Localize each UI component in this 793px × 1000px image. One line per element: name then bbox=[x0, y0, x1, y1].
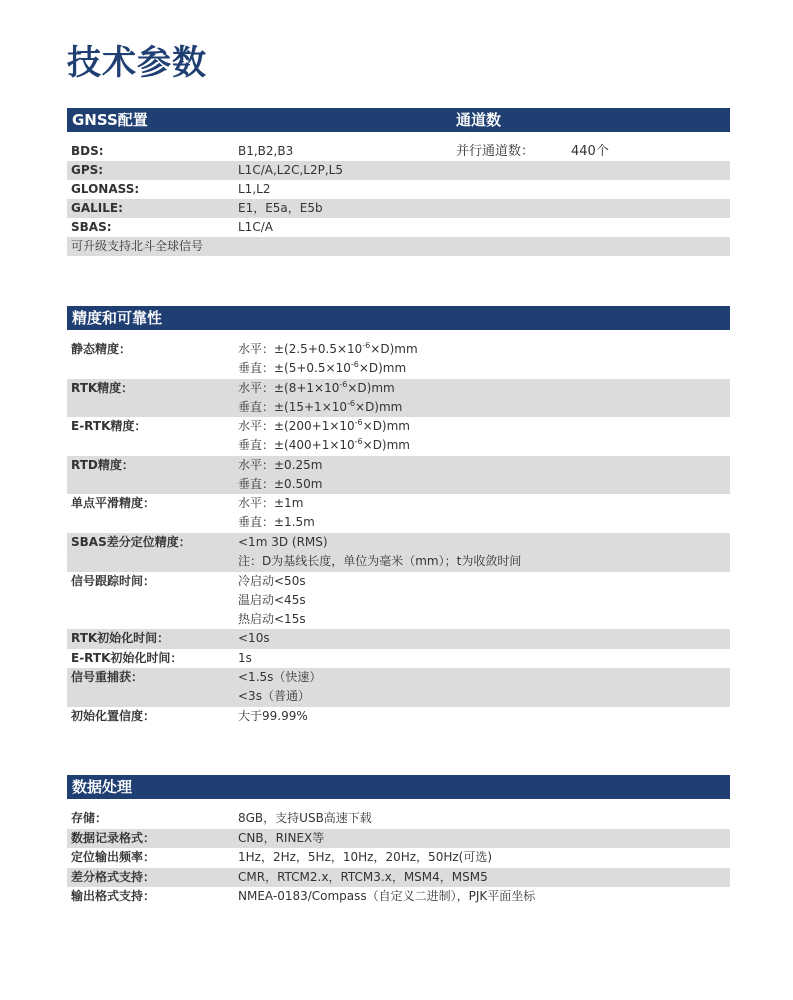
channels-label: 并行通道数： bbox=[456, 144, 535, 159]
exponent: -6 bbox=[354, 437, 363, 447]
accuracy-row-key: RTK精度： bbox=[71, 380, 134, 395]
accuracy-row-key: 静态精度： bbox=[71, 342, 132, 356]
accuracy-line bbox=[238, 629, 270, 648]
accuracy-header-title: 精度和可靠性 bbox=[72, 309, 163, 327]
accuracy-row-value bbox=[238, 649, 252, 668]
gnss-row-key: GLONASS: bbox=[71, 182, 140, 196]
gnss-row-value: L1C/A bbox=[238, 220, 273, 234]
accuracy-line-text: 水平：±(2.5+0.5×10 bbox=[238, 342, 363, 356]
data-processing-row-key: 输出格式支持： bbox=[71, 889, 156, 903]
channels-header-title: 通道数 bbox=[456, 111, 502, 129]
accuracy-line bbox=[238, 591, 306, 610]
gnss-row-key: GPS: bbox=[71, 163, 104, 177]
accuracy-line-text: <3s（普通） bbox=[238, 689, 310, 704]
accuracy-row-value bbox=[238, 379, 402, 417]
accuracy-row bbox=[67, 379, 730, 418]
data-processing-row bbox=[67, 809, 730, 829]
accuracy-row-key: RTD精度： bbox=[71, 457, 134, 472]
data-processing-row bbox=[67, 848, 730, 868]
exponent: -6 bbox=[354, 418, 363, 428]
accuracy-line bbox=[238, 436, 410, 455]
accuracy-row-value bbox=[238, 668, 321, 706]
accuracy-row-key: 信号重捕获： bbox=[71, 670, 144, 685]
gnss-row-key: SBAS: bbox=[71, 220, 112, 234]
accuracy-row bbox=[67, 533, 730, 572]
accuracy-line-text: <1.5s（快速） bbox=[238, 670, 322, 685]
accuracy-row bbox=[67, 456, 730, 495]
data-processing-row bbox=[67, 868, 730, 888]
data-processing-row-key: 数据记录格式： bbox=[71, 830, 156, 845]
accuracy-line-unit: ×D)mm bbox=[370, 342, 418, 356]
accuracy-row-key: 初始化置信度： bbox=[71, 708, 156, 723]
gnss-row bbox=[67, 180, 730, 199]
data-processing-section bbox=[67, 775, 730, 907]
gnss-row-value: B1,B2,B3 bbox=[238, 144, 294, 158]
accuracy-row-key: E-RTK精度： bbox=[71, 419, 147, 434]
accuracy-row-value bbox=[238, 494, 315, 532]
channels-value: 440个 bbox=[571, 144, 609, 159]
accuracy-row bbox=[67, 668, 730, 707]
accuracy-row bbox=[67, 417, 730, 456]
gnss-row-value: E1，E5a，E5b bbox=[238, 201, 323, 215]
accuracy-line-unit: ×D)mm bbox=[362, 419, 410, 434]
accuracy-line bbox=[238, 456, 322, 475]
accuracy-row-value bbox=[238, 340, 418, 378]
accuracy-line-text: 水平：±(200+1×10 bbox=[238, 419, 355, 434]
accuracy-line bbox=[238, 533, 521, 552]
gnss-row-key: GALILE: bbox=[71, 201, 123, 215]
data-processing-row-value: 1Hz，2Hz，5Hz，10Hz，20Hz，50Hz(可选) bbox=[238, 850, 493, 864]
accuracy-row-value bbox=[238, 456, 322, 494]
accuracy-line-text: 垂直：±(400+1×10 bbox=[238, 438, 355, 453]
accuracy-row-value bbox=[238, 417, 410, 455]
accuracy-line-text: 垂直：±(5+0.5×10 bbox=[238, 361, 351, 375]
accuracy-line bbox=[238, 610, 306, 629]
accuracy-row bbox=[67, 649, 730, 668]
gnss-row-value: L1C/A,L2C,L2P,L5 bbox=[238, 163, 343, 177]
gnss-header-bar bbox=[67, 108, 730, 132]
data-processing-row-value: CMR，RTCM2.x，RTCM3.x，MSM4，MSM5 bbox=[238, 869, 488, 884]
accuracy-line-unit: ×D)mm bbox=[355, 399, 403, 414]
accuracy-row-value bbox=[238, 629, 270, 648]
accuracy-section bbox=[67, 306, 730, 726]
accuracy-line bbox=[238, 359, 418, 378]
accuracy-line bbox=[238, 379, 402, 398]
exponent: -6 bbox=[347, 398, 356, 408]
accuracy-row bbox=[67, 629, 730, 648]
accuracy-line-text: 垂直：±1.5m bbox=[238, 515, 315, 530]
gnss-section bbox=[67, 108, 730, 256]
accuracy-line-text: 1s bbox=[238, 650, 252, 665]
gnss-header-title: GNSS配置 bbox=[72, 111, 148, 129]
page-title: 技术参数 bbox=[67, 43, 207, 83]
accuracy-row-key: 单点平滑精度： bbox=[71, 496, 156, 511]
accuracy-row-key: RTK初始化时间： bbox=[71, 631, 170, 646]
accuracy-line bbox=[238, 649, 252, 668]
accuracy-line-unit: ×D)mm bbox=[358, 361, 407, 375]
data-processing-row bbox=[67, 887, 730, 907]
gnss-row bbox=[67, 237, 730, 256]
accuracy-row-value bbox=[238, 707, 308, 726]
accuracy-line-text: 热启动<15s bbox=[238, 611, 306, 626]
gnss-row bbox=[67, 142, 730, 161]
accuracy-line bbox=[238, 552, 521, 571]
accuracy-row-key: SBAS差分定位精度： bbox=[71, 534, 191, 549]
accuracy-row-key: E-RTK初始化时间： bbox=[71, 650, 183, 665]
data-processing-rows bbox=[67, 809, 730, 907]
accuracy-row-key: 信号跟踪时间： bbox=[71, 573, 156, 588]
accuracy-line bbox=[238, 707, 308, 726]
data-processing-row-key: 存储： bbox=[71, 811, 108, 825]
accuracy-line-text: 水平：±0.25m bbox=[238, 457, 323, 472]
gnss-rows bbox=[67, 142, 730, 256]
accuracy-line bbox=[238, 494, 315, 513]
accuracy-row-value bbox=[238, 533, 521, 571]
accuracy-line bbox=[238, 340, 418, 359]
accuracy-row-value bbox=[238, 572, 306, 629]
accuracy-header-bar bbox=[67, 306, 730, 330]
accuracy-line-text: 注：D为基线长度，单位为毫米（mm）；t为收敛时间 bbox=[238, 553, 522, 568]
data-processing-row-value: NMEA-0183/Compass（自定义二进制），PJK平面坐标 bbox=[238, 889, 536, 903]
exponent: -6 bbox=[362, 341, 371, 350]
data-processing-row-value: 8GB，支持USB高速下载 bbox=[238, 811, 372, 825]
accuracy-row bbox=[67, 707, 730, 726]
gnss-row-key: 可升级支持北斗全球信号 bbox=[71, 239, 204, 253]
exponent: -6 bbox=[339, 379, 348, 389]
accuracy-row bbox=[67, 572, 730, 630]
exponent: -6 bbox=[350, 360, 359, 369]
accuracy-line bbox=[238, 687, 321, 706]
accuracy-line-text: <10s bbox=[238, 631, 270, 646]
data-processing-row-value: CNB，RINEX等 bbox=[238, 830, 325, 845]
data-processing-header-title: 数据处理 bbox=[72, 778, 133, 796]
accuracy-line bbox=[238, 475, 322, 494]
accuracy-row bbox=[67, 340, 730, 379]
accuracy-line-text: 垂直：±(15+1×10 bbox=[238, 399, 348, 414]
accuracy-line bbox=[238, 572, 306, 591]
accuracy-line-text: 温启动<45s bbox=[238, 592, 306, 607]
accuracy-line-unit: ×D)mm bbox=[362, 438, 410, 453]
accuracy-line bbox=[238, 398, 402, 417]
gnss-row bbox=[67, 199, 730, 218]
gnss-row-key: BDS: bbox=[71, 144, 104, 158]
accuracy-line-text: 水平：±(8+1×10 bbox=[238, 380, 340, 395]
accuracy-line bbox=[238, 513, 315, 532]
accuracy-line bbox=[238, 668, 321, 687]
data-processing-row bbox=[67, 829, 730, 849]
accuracy-line-text: 水平：±1m bbox=[238, 496, 304, 511]
accuracy-rows bbox=[67, 340, 730, 726]
accuracy-line-text: <1m 3D (RMS) bbox=[238, 534, 328, 549]
accuracy-line-text: 冷启动<50s bbox=[238, 573, 306, 588]
gnss-row bbox=[67, 161, 730, 180]
accuracy-line bbox=[238, 417, 410, 436]
accuracy-line-text: 垂直：±0.50m bbox=[238, 476, 323, 491]
gnss-row-value: L1,L2 bbox=[238, 182, 271, 196]
accuracy-row bbox=[67, 494, 730, 533]
accuracy-line-text: 大于99.99% bbox=[238, 708, 308, 723]
data-processing-header-bar bbox=[67, 775, 730, 799]
data-processing-row-key: 定位输出频率： bbox=[71, 850, 156, 864]
data-processing-row-key: 差分格式支持： bbox=[71, 869, 156, 884]
accuracy-line-unit: ×D)mm bbox=[347, 380, 395, 395]
gnss-row bbox=[67, 218, 730, 237]
